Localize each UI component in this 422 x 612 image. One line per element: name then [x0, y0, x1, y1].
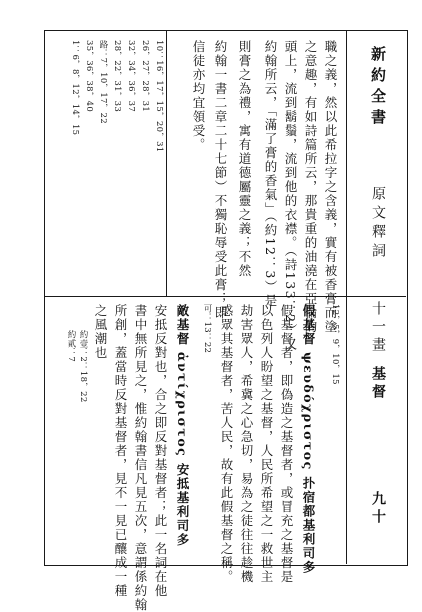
body-text-line: 信徒亦均宜領受。 — [191, 40, 206, 152]
reference-line: 26，27，28，31 — [140, 40, 150, 113]
reference-line: 1：6，8，12，14，15 — [70, 40, 80, 136]
reference-line: 10：16，17，15，20，31 — [154, 40, 164, 153]
reference-line: 約貳：7 — [66, 330, 76, 363]
body-text-line: 惑眾其基督者，苦人民，故有此假基督之稱。 — [219, 304, 234, 584]
body-text-line: 則膏之為禮，寓有道德屬靈之義；不然 — [237, 40, 252, 278]
body-text-line: 職之義，然以此希拉字之含義，實有被香膏而塗 — [323, 40, 338, 334]
stroke-count-section: 十一畫 — [370, 301, 386, 355]
reference-line: 可：13：22 — [202, 304, 212, 354]
headword: 基督 — [370, 366, 386, 402]
entry-headword-false-christ: 假基督 ψευδόχριστος 扑宿都基利司多 — [301, 304, 316, 575]
reference-line: 12，5，9，10，15 — [330, 304, 340, 385]
body-text-line: 約翰所云，「滿了膏的香氣」（約12：3）是 — [263, 40, 278, 308]
body-text-line: 約翰一書二章二十七節）不獨恥辱受此膏；即 — [213, 40, 228, 320]
refs-divider — [166, 30, 167, 296]
book-subtitle: 原文釋詞 — [370, 186, 386, 262]
entry-headword-antichrist: 敵基督 ἀντίχριστος 安抵基利司多 — [175, 304, 190, 548]
reference-block — [58, 40, 166, 290]
body-text-line: 之風潮也 — [93, 304, 108, 360]
reference-line: 路：7，10，17，22 — [98, 40, 108, 124]
body-text-line: 頭上，流到鬍鬚，流到他的衣襟。（詩133：2）又 — [283, 40, 298, 352]
page-number: 九十 — [370, 491, 386, 527]
body-text-line: 以色列人盼望之基督，人民所希望之一救世主 — [259, 304, 274, 584]
body-text-line: 假基督者，即偽造之基督者，或冒充之基督是 — [279, 304, 294, 584]
reference-line: 約壹：2：18，22 — [78, 330, 88, 403]
reference-line: 32，34，36，37 — [126, 40, 136, 113]
reference-line: 28，22，31，33 — [112, 40, 122, 113]
body-text-line: 所創，蓋當時反對基督者，見不一見已釀成一種 — [113, 304, 128, 598]
body-text-line: 書中無所見之，惟約翰書信凡見五次，意謂係約翰 — [133, 304, 148, 612]
book-title: 新約全書 — [369, 46, 387, 130]
body-text-line: 安抵反對也，合之即反對基督者；此一名詞在他 — [153, 304, 168, 598]
reference-line: 35，36，38，40 — [84, 40, 94, 113]
body-text-line: 劫害眾人，希冀之心急切，易為之徒往往趁機 — [239, 304, 254, 584]
page-header — [346, 36, 404, 558]
body-text-line: 之意趣，有如詩篇所云，那貴重的油澆在亞倫的 — [303, 40, 318, 334]
